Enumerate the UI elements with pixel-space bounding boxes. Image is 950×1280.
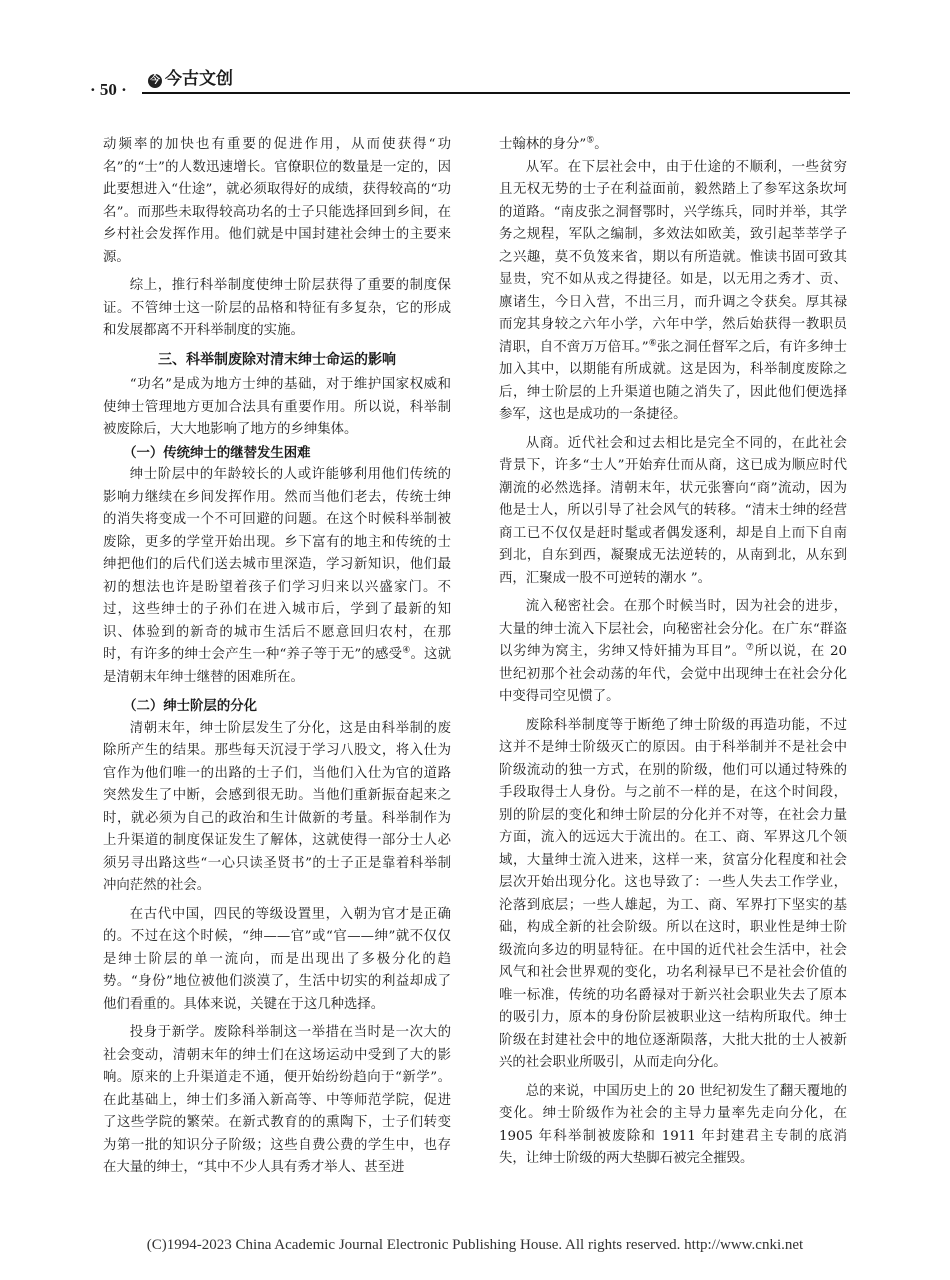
paragraph: 废除科举制度等于断绝了绅士阶级的再造功能，不过这并不是绅士阶级灭亡的原因。由于科举制并不是社会中阶级流动的独一方式，在别的阶级，他们可以通过特殊的手段取得士人身份。与之前不一样的是，在这个时间段，别的阶层的变化和绅士阶层的分化并不对等，在社会力量方面，流入的远远大于流出的。在工、商、军界这几个领域，大量绅士流入进来，这样一来，贫富分化程度和社会层次开始出现分化。这也导致了：一些人失去工作学业，沦落到底层；一些人雄起，为工、商、军界打下坚实的基础，构成全新的社会阶级。所以在这时，职业性是绅士阶级流向多边的明显特征。在中国的近代社会生活中，社会风气和社会世界观的变化，功名利禄早已不是社会价值的唯一标准，传统的功名爵禄对于新兴社会职业失去了原本的吸引力，原本的身份阶层被职业这一结构所取代。绅士阶级在封建社会中的地位逐渐陨落，大批大批的士人被新兴的社会职业所吸引，从而走向分化。 <box>499 717 847 1070</box>
footnote-marker[interactable]: ⑥ <box>648 338 658 349</box>
left-column <box>103 134 451 1180</box>
section-heading: 三、科举制废除对清末绅士命运的影响 <box>158 351 396 368</box>
subsection-heading: （二）绅士阶层的分化 <box>123 698 257 714</box>
paragraph: 总的来说，中国历史上的 20 世纪初发生了翻天覆地的变化。绅士阶级作为社会的主导力量率先走向分化，在 1905 年科举制被废除和 1911 年封建君主专制的底消失，让绅士阶级的两大垫脚石被完全摧毁。 <box>499 1083 847 1166</box>
paragraph: 投身于新学。废除科举制这一举措在当时是一次大的社会变动，清朝末年的绅士们在这场运动中受到了大的影响。原来的上升渠道走不通，便开始纷纷趋向于“新学”。在此基础上，绅士们多涌入新高等、中等师范学院，促进了这些学院的繁荣。在新式教育的的熏陶下，士子们转变为第一批的知识分子阶级；这些自费公费的学生中，也存在大量的绅士，“其中不少人具有秀才举人、甚至进 <box>103 1025 451 1175</box>
page-header <box>90 64 850 104</box>
footnote-marker[interactable]: ⑤ <box>586 135 595 146</box>
subsection-heading: （一）传统绅士的继替发生困难 <box>123 444 311 461</box>
copyright-footer: (C)1994-2023 China Academic Journal Electronic Publishing House. All rights reserved. http://www.cnki.net <box>146 1237 804 1253</box>
paragraph: 士翰林的身分”⑤。 <box>499 135 608 152</box>
page-number: · 50 · <box>90 80 127 99</box>
paragraph: 从军。在下层社会中，由于仕途的不顺利，一些贫穷且无权无势的士子在利益面前，毅然踏上了参军这条坎坷的道路。“南皮张之洞督鄂时，兴学练兵，同时并举，其学务之规程，军队之编制，多效法如欧美，致引起莘莘学子之兴趣，莫不负笈来省，期以有所造就。惟读书固可致其显贵，究不如从戎之得捷径。如是，以无用之秀才、贡、廪诸生，今日入营，不出三月，而升调之令获矣。厚其禄而宠其身较之六年小学，六年中学，然后始获得一教职员清职，自不啻万万倍耳。”⑥张之洞任督军之后，有许多绅士加入其中，以期能有所成就。这是因为，科举制度废除之后，绅士阶层的上升渠道也随之消失了，因此他们便选择参军，这也是成功的一条捷径。 <box>499 159 847 422</box>
footnote-marker[interactable]: ④ <box>402 645 411 656</box>
paragraph: 动频率的加快也有重要的促进作用，从而使获得“功名”的“士”的人数迅速增长。官僚职位的数量是一定的，因此要想进入“仕途”，就必须取得好的成绩，获得较高的“功名”。而那些未取得较高功名的士子只能选择回到乡间，在乡村社会发挥作用。他们就是中国封建社会绅士的主要来源。 <box>103 137 451 265</box>
paragraph: “功名”是成为地方士绅的基础，对于维护国家权威和使绅士管理地方更加合法具有重要作用。所以说，科举制被废除后，大大地影响了地方的乡绅集体。 <box>103 377 451 437</box>
footnote-marker[interactable]: ⑦ <box>745 642 755 653</box>
right-column <box>499 134 847 1171</box>
paragraph: 绅士阶层中的年龄较长的人或许能够利用他们传统的影响力继续在乡间发挥作用。然而当他们老去，传统士绅的消失将变成一个不可回避的问题。在这个时候科举制被废除，更多的学堂开始出现。乡下富有的地主和传统的士绅把他们的后代们送去城市里深造，学习新知识，他们最初的想法也许是盼望着孩子们学习归来以兴盛家门。不过，这些绅士的子孙们在进入城市后，学到了最新的知识、体验到的新奇的城市生活后不愿意回归农村，在那时，有许多的绅士会产生一种“养子等于无”的感受④。这就是清朝末年绅士继替的困难所在。 <box>103 467 451 685</box>
paragraph: 从商。近代社会和过去相比是完全不同的，在此社会背景下，许多“士人”开始弃仕而从商，这已成为顺应时代潮流的必然选择。清朝末年，状元张謇向“商”流动，因为他是士人，所以引导了社会风气的转移。“清末士绅的经营商工已不仅仅是赶时髦或者偶发逐利，却是自上而下自南到北，自东到西，凝聚成无法逆转的，从南到北，从东到西，汇聚成一股不可逆转的潮水 ”。 <box>499 435 847 586</box>
journal-name: 今古文创 <box>165 69 233 89</box>
paragraph: 清朝末年，绅士阶层发生了分化，这是由科举制的废除所产生的结果。那些每天沉浸于学习八股文，将入仕为官作为他们唯一的出路的士子们，当他们入仕为官的道路突然发生了中断，会感到很无助。当他们重新振奋起来之时，就必须为自己的政治和生计做新的考量。科举制作为上升渠道的制度保证发生了解体，这就使得一部分士人必须另寻出路这些“一心只读圣贤书”的士子正是靠着科举制冲向茫然的社会。 <box>103 720 451 893</box>
header-rule <box>142 92 850 94</box>
journal-title <box>148 64 233 89</box>
paragraph: 在古代中国，四民的等级设置里，入朝为官才是正确的。不过在这个时候，“绅——官”或“官——绅”就不仅仅是绅士阶层的单一流向，而是出现出了多极分化的趋势。“身份”地位被他们淡漠了，生活中切实的利益却成了他们看重的。具体来说，关键在于这几种选择。 <box>103 906 451 1012</box>
journal-logo-icon: 今 <box>150 75 160 86</box>
paragraph: 流入秘密社会。在那个时候当时，因为社会的进步，大量的绅士流入下层社会，向秘密社会分化。在广东“群盗以劣绅为窝主，劣绅又恃奸捕为耳目”。⑦所以说，在 20 世纪初那个社会动荡的年代，会觉中出现绅士在社会分化中变得司空见惯了。 <box>499 599 847 704</box>
paragraph: 综上，推行科举制度使绅士阶层获得了重要的制度保证。不管绅士这一阶层的品格和特征有多复杂，它的形成和发展都离不开科举制度的实施。 <box>103 278 451 338</box>
